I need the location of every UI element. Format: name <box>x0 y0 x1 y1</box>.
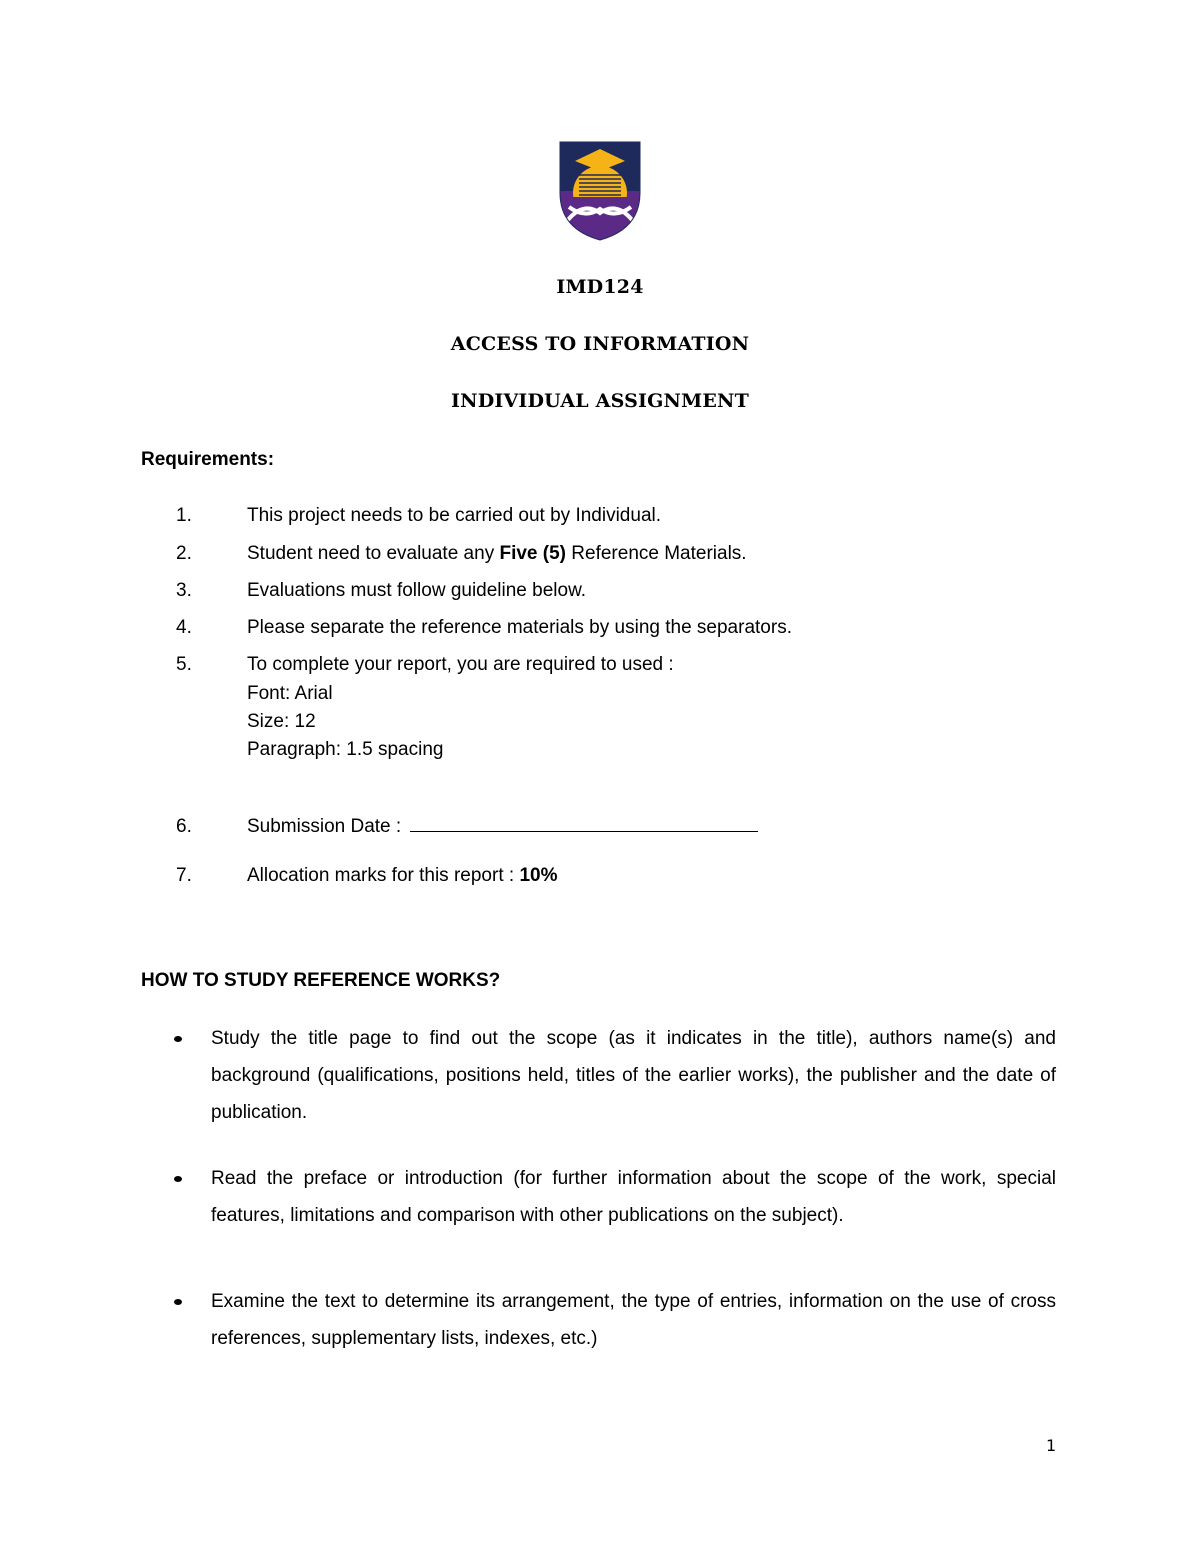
course-title: ACCESS TO INFORMATION <box>450 333 750 355</box>
item-text <box>247 862 557 890</box>
submission-date-blank <box>410 817 758 832</box>
item-number: 5. <box>176 654 192 675</box>
item-text: To complete your report, you are required to used : <box>247 654 674 675</box>
item-number: 3. <box>176 580 192 601</box>
submission-date-label: Submission Date : <box>247 816 407 837</box>
bullet-icon <box>174 1176 182 1182</box>
item-text-part: Student need to evaluate any <box>247 543 500 564</box>
item-text: This project needs to be carried out by Individual. <box>247 505 662 526</box>
bullet-text: Read the preface or introduction (for further information about the scope of the work, special features, limitations and comparison with other publications on the subject). <box>211 1168 1056 1226</box>
item-number: 7. <box>176 865 192 886</box>
page-number: 1 <box>1046 1436 1057 1455</box>
assignment-type: INDIVIDUAL ASSIGNMENT <box>451 390 749 412</box>
item-text-part: Allocation marks for this report : <box>247 865 520 886</box>
how-to-title: HOW TO STUDY REFERENCE WORKS? <box>141 970 501 991</box>
bullet-text: Examine the text to determine its arrangement, the type of entries, information on the use of cross references, supplementary lists, indexes, etc.) <box>211 1291 1056 1349</box>
requirements-title: Requirements: <box>141 449 275 470</box>
item-number: 4. <box>176 617 192 638</box>
format-paragraph: Paragraph: 1.5 spacing <box>247 739 444 760</box>
item-text: Evaluations must follow guideline below. <box>247 580 587 601</box>
item-text-bold: Five (5) <box>499 543 567 564</box>
bullet-text: Study the title page to find out the scope (as it indicates in the title), authors name(s) and background (qualifications, positions held, titles of the earlier works), the publisher and the date of publication. <box>211 1028 1056 1123</box>
bullet-icon <box>174 1299 182 1305</box>
allocation-marks: 10% <box>519 865 558 886</box>
bullet-icon <box>174 1036 182 1042</box>
university-crest-icon <box>559 141 641 241</box>
item-text <box>247 540 747 568</box>
item-text-part: Reference Materials. <box>566 543 747 564</box>
item-number: 6. <box>176 816 192 837</box>
course-code: IMD124 <box>556 276 644 298</box>
format-size: Size: 12 <box>247 711 316 732</box>
item-text <box>247 813 758 841</box>
item-number: 2. <box>176 543 192 564</box>
format-font: Font: Arial <box>247 683 333 704</box>
item-number: 1. <box>176 505 192 526</box>
item-text: Please separate the reference materials by using the separators. <box>247 617 792 638</box>
